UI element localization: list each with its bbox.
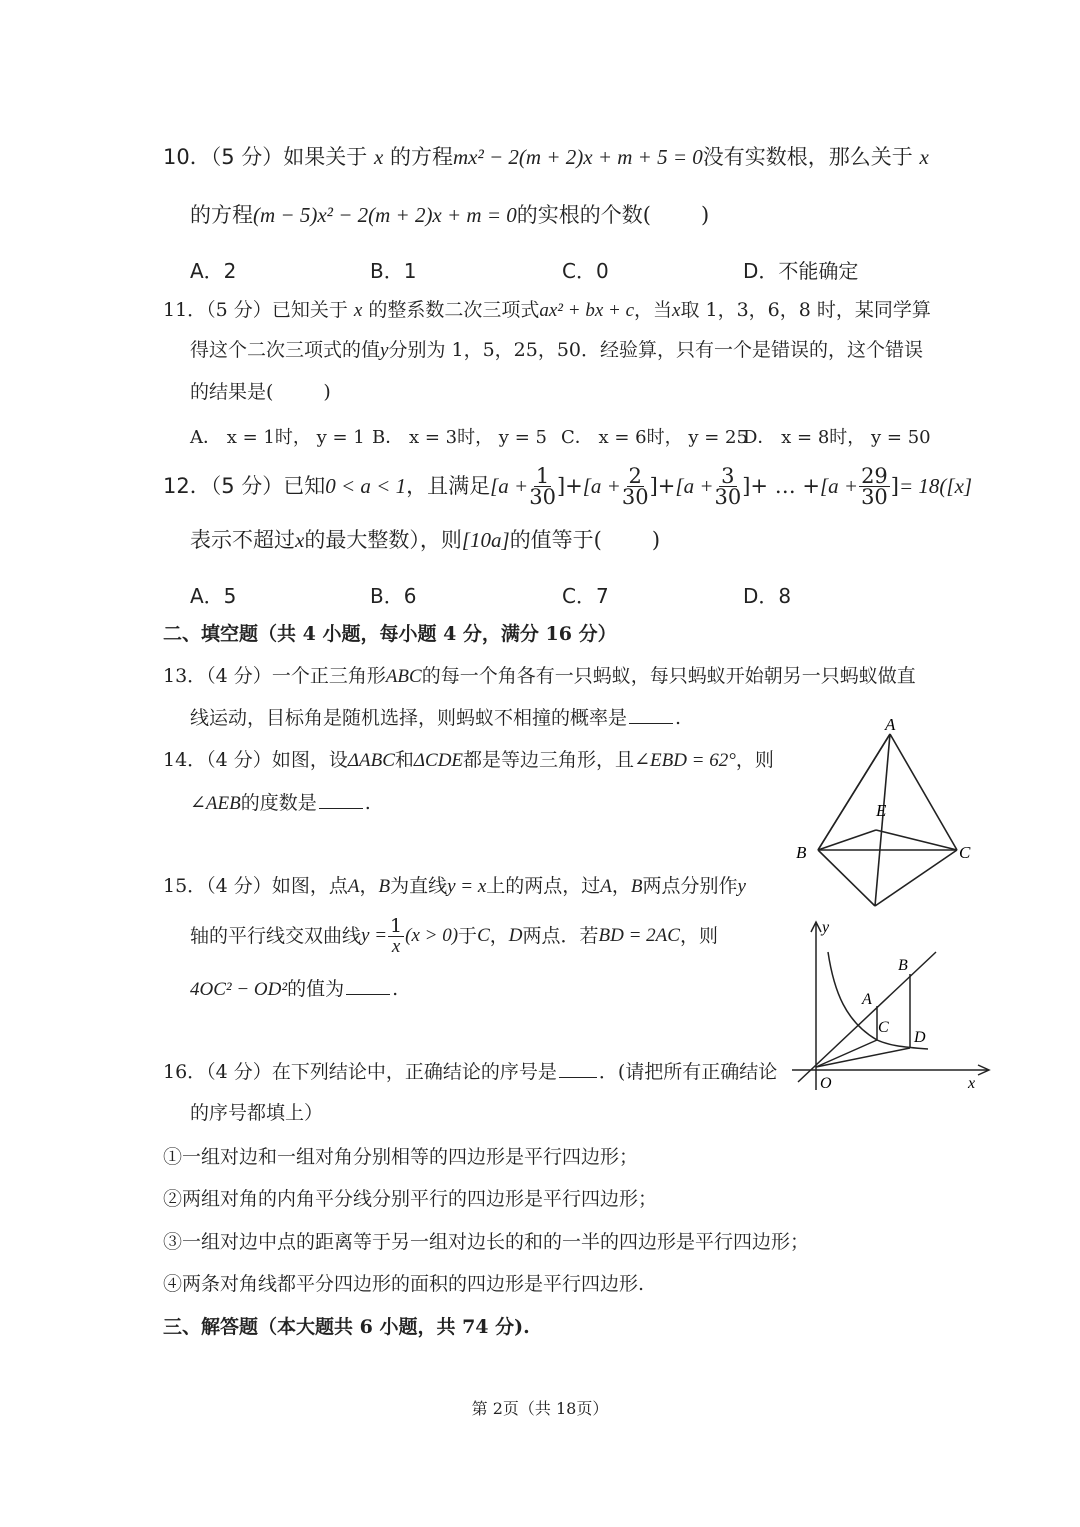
q12-option-a: A．5 — [190, 584, 237, 608]
q12-line2: 表示不超过x的最大整数），则[10a]的值等于( ) — [190, 528, 661, 552]
label-x: x — [968, 1075, 976, 1092]
q16-statement-4: ④两条对角线都平分四边形的面积的四边形是平行四边形. — [163, 1273, 645, 1295]
answer-blank — [629, 705, 673, 724]
q10-option-d: D．不能确定 — [743, 259, 859, 283]
line-y-equals-x — [798, 952, 936, 1082]
q13-line1: 13．（4 分）一个正三角形ABC的每一个角各有一只蚂蚁，每只蚂蚁开始朝另一只蚂蚁做直 — [163, 665, 916, 687]
fraction-3-30: $\frac{3}{30}$ — [714, 463, 742, 509]
q16-statement-1: ①一组对边和一组对角分别相等的四边形是平行四边形； — [163, 1146, 639, 1168]
q15-line1: 15．（4 分）如图，点A，B为直线y = x上的两点，过A，B两点分别作y — [163, 875, 746, 897]
answer-blank — [319, 790, 363, 809]
edge-ec — [876, 830, 957, 850]
triangle-figure — [790, 712, 980, 917]
q15-line2: 轴的平行线交双曲线 y = $\frac{1}{x}$ (x > 0) 于 C ， D 两点．若 BD = 2AC ，则 — [190, 914, 718, 957]
edge-cd — [875, 850, 957, 906]
label-a: A — [885, 715, 896, 734]
label-c: C — [878, 1019, 889, 1036]
answer-blank — [346, 976, 390, 995]
segment-oc — [816, 1040, 877, 1067]
q11-line2: 得这个二次三项式的值y分别为 1，5，25，50．经验算，只有一个是错误的，这个错误 — [190, 339, 924, 361]
q10-line1: 10．（5 分）如果关于 x 的方程mx² − 2(m + 2)x + m + 5 = 0没有实数根，那么关于 x — [163, 145, 929, 169]
q11-option-d: D． x = 8时， y = 50 — [743, 427, 931, 448]
q10-option-a: A．2 — [190, 259, 237, 283]
edge-ac — [890, 734, 957, 850]
q11-line3: 的结果是( ) — [190, 381, 331, 403]
q16-line2: 的序号都填上） — [190, 1102, 324, 1124]
label-b: B — [898, 957, 908, 974]
section-2-heading: 二、填空题（共 4 小题，每小题 4 分，满分 16 分） — [163, 623, 617, 645]
q15-line3: 4OC² − OD²的值为 . — [190, 978, 399, 1000]
q11-option-b: B． x = 3时， y = 5 — [372, 427, 547, 448]
q10-line2: 的方程(m − 5)x² − 2(m + 2)x + m = 0的实根的个数( ) — [190, 203, 710, 227]
label-o: O — [820, 1075, 832, 1092]
label-e: E — [876, 801, 887, 820]
q10-option-b: B．1 — [370, 259, 417, 283]
edge-ad — [875, 734, 890, 906]
label-y: y — [822, 919, 830, 936]
q16-statement-3: ③一组对边中点的距离等于另一组对边长的和的一半的四边形是平行四边形； — [163, 1231, 810, 1253]
label-c: C — [959, 843, 971, 862]
q10-option-c: C．0 — [562, 259, 609, 283]
q16-statement-2: ②两组对角的内角平分线分别平行的四边形是平行四边形； — [163, 1188, 658, 1210]
label-b: B — [796, 843, 807, 862]
q14-line2: ∠AEB的度数是 . — [190, 792, 371, 814]
hyperbola-figure — [788, 912, 998, 1097]
q11-line1: 11．（5 分）已知关于 x 的整系数二次三项式ax² + bx + c，当x取 1，3，6，8 时，某同学算 — [163, 299, 931, 321]
q12-option-b: B．6 — [370, 584, 417, 608]
q12-option-c: C．7 — [562, 584, 609, 608]
q13-line2: 线运动，目标角是随机选择，则蚂蚁不相撞的概率是 . — [190, 707, 682, 729]
label-d: D — [914, 1029, 926, 1046]
answer-blank — [559, 1059, 597, 1078]
q12-line1: 12．（5 分） 已知 0 < a < 1 ，且满足 [a + $\frac{1}{30}$ ] + [a + $\frac{2}{30}$ ] + [a + $\frac{3}{30}$ ] + … + [a + $\frac{29}{30}$ ] = 18([x] — [163, 463, 973, 509]
q14-line1: 14．（4 分）如图，设ΔABC和ΔCDE都是等边三角形，且∠EBD = 62°，则 — [163, 749, 774, 771]
fraction-2-30: $\frac{2}{30}$ — [621, 463, 649, 509]
q12-option-d: D．8 — [743, 584, 792, 608]
fraction-29-30: $\frac{29}{30}$ — [861, 463, 888, 509]
q11-option-c: C． x = 6时， y = 25 — [561, 427, 748, 448]
q16-line1: 16．（4 分）在下列结论中，正确结论的序号是 ．(请把所有正确结论 — [163, 1061, 778, 1083]
q11-option-a: A． x = 1时， y = 1 — [190, 427, 365, 448]
page-footer: 第 2页（共 18页） — [471, 1399, 609, 1418]
section-3-heading: 三、解答题（本大题共 6 小题，共 74 分). — [163, 1316, 530, 1338]
fraction-1-over-x: $\frac{1}{x}$ — [390, 914, 403, 957]
fraction-1-30: $\frac{1}{30}$ — [529, 463, 556, 509]
edge-be — [818, 830, 876, 850]
label-a: A — [862, 991, 872, 1008]
edge-bd — [818, 850, 875, 906]
